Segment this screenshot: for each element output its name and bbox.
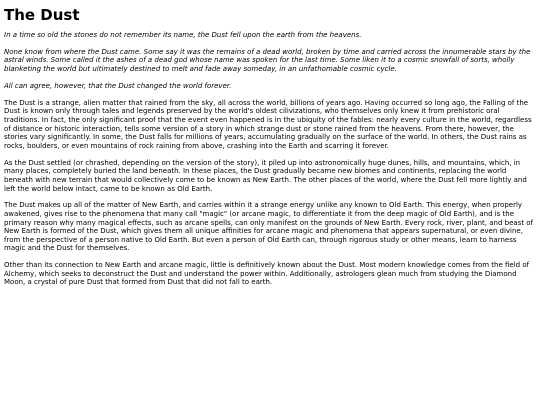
page-title: The Dust <box>4 6 80 24</box>
body-paragraph-4: Other than its connection to New Earth and arcane magic, little is definitively known about the Dust. Most modern knowledge comes from the field of Alchemy, which seeks to deconstruct the Dust and understand the power within. Additionally, astrologers glean much from studying the Diamond Moon, a crystal of pure Dust that formed from Dust that did not fall to earth. <box>4 261 530 287</box>
intro-paragraph-2: None know from where the Dust came. Some say it was the remains of a dead world, broken by time and carried across the innumerable stars by the astral winds. Some called it the ashes of a dead god whose name was spoken for the last time. Some liken it to a cosmic snowfall of sorts, wholly blanketing the world but ultimately destined to melt and fade away someday, in an unfathomable cosmic cycle. <box>4 47 531 74</box>
intro-paragraph-1: In a time so old the stones do not remember its name, the Dust fell upon the earth from the heavens. <box>4 31 362 39</box>
intro-paragraph-3: All can agree, however, that the Dust changed the world forever. <box>4 81 232 90</box>
body-paragraph-1: The Dust is a strange, alien matter that rained from the sky, all across the world, billions of years ago. Having occurred so long ago, the Falling of the Dust is known only through tales and legends preserved by the world's oldest cilivizations, who themselves only knew it from prehistoric oral traditions. In fact, the only significant proof that the event even happened is in the ubiquity of the fables: nearly every culture in the world, regardless of distance or historic interaction, tells some version of a story in which strange dust or stone rained from the heavens. From there, however, the stories vary significantly. In some, the Dust falls for millions of years, accumulating gradually on the surface of the world. In others, the Dust rains as rocks, boulders, or even mountains of rock raining from above, crashing into the Earth and scarring it forever. <box>4 98 532 150</box>
body-paragraph-2: As the Dust settled (or chrashed, depending on the version of the story), it piled up into astronomically huge dunes, hills, and mountains, which, in many places, completely buried the land beneath. In these places, the Dust gradually became new biomes and continents, replacing the world beneath with new terrain that would collectively come to be known as New Earth. The other places of the world, where the Dust fell more lightly and left the world below intact, came to be known as Old Earth. <box>4 158 527 193</box>
body-paragraph-3: The Dust makes up all of the matter of New Earth, and carries within it a strange energy unlike any known to Old Earth. This energy, when properly awakened, gives rise to the phenomena that many call "magic" (or arcane magic, to differentiate it from the deep magic of Old Earth), and is the primary reason why many magical effects, such as arcane spells, can only manifest on the grounds of New Earth. Every rock, river, plant, and beast of New Earth is formed of the Dust, which gives them all unique affinities for arcane magic and phenomena that appears supernatural, or even divine, from the perspective of a person native to Old Earth. But even a person of Old Earth can, through rigorous study or other means, learn to harness magic and the Dust for themselves. <box>4 201 534 253</box>
